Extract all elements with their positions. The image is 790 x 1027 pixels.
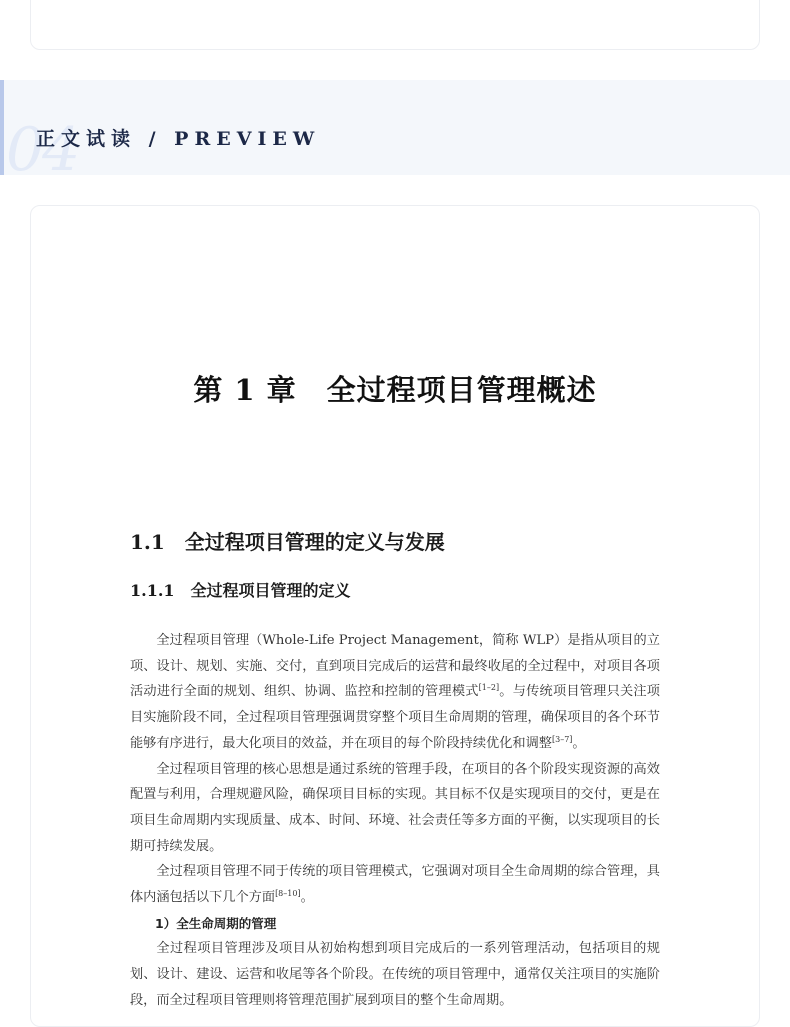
paragraph-text: 全过程项目管理不同于传统的项目管理模式，它强调对项目全生命周期的综合管理，具体内涵包括以下几个方面: [130, 864, 660, 906]
body-text: [130, 628, 660, 1014]
section-number: 04: [6, 115, 79, 185]
section-heading-1-1: 1.1 全过程项目管理的定义与发展: [130, 530, 445, 554]
paragraph: 全过程项目管理涉及项目从初始构想到项目完成后的一系列管理活动，包括项目的规划、设计、建设、运营和收尾等各个阶段。在传统的项目管理中，通常仅关注项目的实施阶段，而全过程项目管理则将管理范围扩展到项目的整个生命周期。: [130, 941, 660, 1008]
citation: [3–7]: [552, 734, 573, 744]
section-accent-bar: [0, 80, 4, 175]
chapter-title: 第 1 章 全过程项目管理概述: [193, 373, 597, 407]
paragraph-text: 。与传统项目管理只关注项目实施阶段不同，全过程项目管理强调贯穿整个项目生命周期的管理，确保项目的各个环节能够有序进行，最大化项目的效益，并在项目的每个阶段持续优化和调整: [130, 684, 660, 751]
section-title: 正文试读 / PREVIEW: [36, 128, 321, 150]
citation: [1–2]: [478, 683, 500, 693]
citation: [8–10]: [275, 889, 301, 899]
section-header: [0, 80, 790, 185]
paragraph: 全过程项目管理的核心思想是通过系统的管理手段，在项目的各个阶段实现资源的高效配置与利用，合理规避风险，确保项目目标的实现。其目标不仅是实现项目的交付，更是在项目生命周期内实现质量、成本、时间、环境、社会责任等多方面的平衡，以实现项目的长期可持续发展。: [130, 761, 660, 854]
previous-card: [30, 0, 760, 50]
paragraph-text: 。: [572, 735, 586, 751]
paragraph-text: 。: [300, 890, 314, 906]
paragraph-text: 全过程项目管理（Whole-Life Project Management，简称 WLP）是指从项目的立项、设计、规划、实施、交付，直到项目完成后的运营和最终收尾的全过程中，对项目各项活动进行全面的规划、组织、协调、监控和控制的管理模式: [130, 633, 660, 700]
paragraph: [130, 628, 660, 757]
subsection-heading-1-1-1: 1.1.1 全过程项目管理的定义: [130, 581, 351, 600]
paragraph: [130, 859, 660, 910]
list-subheading: 1）全生命周期的管理: [155, 915, 277, 931]
